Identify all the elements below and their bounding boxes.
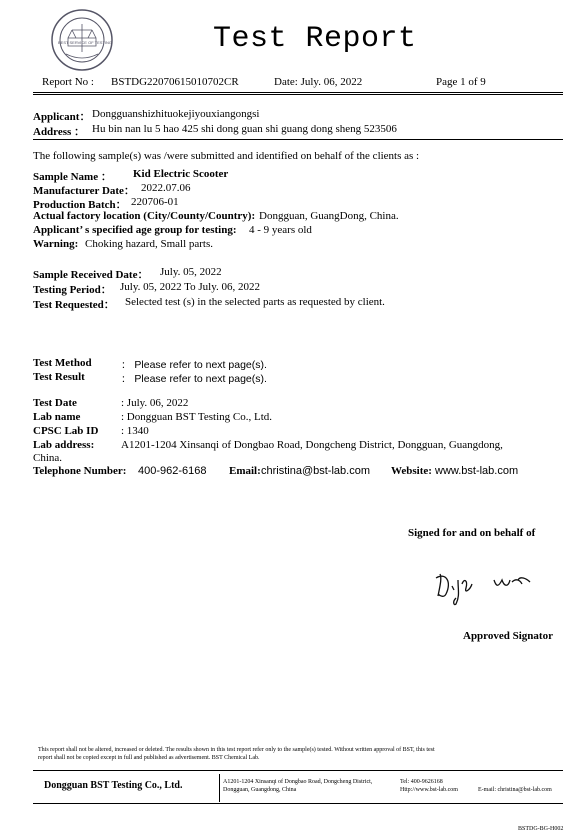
testing-period-value: July. 05, 2022 To July. 06, 2022 [120, 281, 260, 293]
website-value: www.bst-lab.com [435, 465, 519, 477]
footer-divider [219, 774, 220, 802]
test-result-label: Test Result [33, 371, 85, 383]
telephone-label: Telephone Number: [33, 465, 127, 477]
test-date-label: Test Date [33, 397, 77, 409]
address-value: Hu bin nan lu 5 hao 425 shi dong guan shi guang dong sheng 523506 [92, 123, 397, 135]
cpsc-id-label: CPSC Lab ID [33, 425, 99, 437]
applicant-label: Applicant： [33, 111, 91, 123]
signed-for-text: Signed for and on behalf of [408, 527, 536, 539]
age-group-value: 4 - 9 years old [249, 224, 312, 236]
factory-location-label: Actual factory location (City/County/Country): [33, 210, 256, 222]
warning-value: Choking hazard, Small parts. [85, 238, 214, 250]
footer-tel: Tel: 400-9626168 [400, 779, 443, 785]
age-group-label: Applicant’ s specified age group for testing: [33, 224, 237, 236]
form-code: BSTDG-BG-H002 [518, 826, 564, 832]
warning-label: Warning: [33, 238, 79, 250]
received-date-value: July. 05, 2022 [160, 266, 222, 278]
footer-address-2: Dongguan, Guangdong, China [223, 787, 297, 793]
handwritten-signature [434, 566, 534, 606]
lab-name-label: Lab name [33, 411, 81, 423]
report-no: BSTDG22070615010702CR [111, 76, 239, 88]
lab-address-value-2: China. [33, 452, 63, 464]
test-method-label: Test Method [33, 357, 92, 369]
logo-text: BEST SERVICE OF TESTING [58, 40, 113, 45]
report-date: Date: July. 06, 2022 [274, 76, 363, 88]
sample-name-value: Kid Electric Scooter [133, 168, 229, 180]
applicant-value: Dongguanshizhituokejiyouxiangongsi [92, 108, 260, 120]
page-number: Page 1 of 9 [436, 76, 486, 88]
lab-address-label: Lab address: [33, 439, 95, 451]
header-rule-2 [33, 94, 563, 95]
batch-label: Production Batch： [33, 199, 127, 211]
test-result-value: ： Please refer to next page(s). [121, 373, 267, 385]
mfg-date-value: 2022.07.06 [141, 182, 191, 194]
header-rule [33, 92, 563, 93]
telephone-value: 400-962-6168 [138, 465, 207, 477]
applicant-rule [33, 139, 563, 140]
mfg-date-label: Manufacturer Date： [33, 185, 135, 197]
footer-bottom-rule [33, 803, 563, 804]
test-requested-label: Test Requested： [33, 299, 115, 311]
footer-company: Dongguan BST Testing Co., Ltd. [44, 780, 183, 791]
email-label: Email: [229, 465, 261, 477]
sample-name-label: Sample Name ： [33, 171, 112, 183]
website-label: Website: [391, 465, 432, 477]
cpsc-id-value: : 1340 [121, 425, 149, 437]
test-method-value: ： Please refer to next page(s). [121, 359, 267, 371]
page-title: Test Report [213, 22, 417, 56]
address-label: Address ： [33, 126, 86, 138]
footer-web: Http://www.bst-lab.com [400, 787, 458, 793]
footer-address-1: A1201-1204 Xinsanqi of Dongbao Road, Dongcheng District, [223, 779, 373, 785]
report-no-label: Report No : [42, 76, 94, 88]
intro-text: The following sample(s) was /were submitted and identified on behalf of the clients as : [33, 150, 420, 162]
received-date-label: Sample Received Date： [33, 269, 149, 281]
lab-address-value: A1201-1204 Xinsanqi of Dongbao Road, Dongcheng District, Dongguan, Guangdong, [121, 439, 503, 451]
disclaimer-line-2: report shall not be copied except in full and published as advertisement. BST Chemical Lab. [38, 755, 260, 761]
test-requested-value: Selected test (s) in the selected parts as requested by client. [125, 296, 385, 308]
disclaimer-line-1: This report shall not be altered, increased or deleted. The results shown in this test report refer only to the sample(s) tested. Without written approval of BST, this test [38, 747, 435, 753]
test-date-value: : July. 06, 2022 [121, 397, 189, 409]
footer-rule [33, 770, 563, 771]
batch-value: 220706-01 [131, 196, 179, 208]
email-value: christina@bst-lab.com [261, 465, 370, 477]
testing-period-label: Testing Period： [33, 284, 112, 296]
footer-email: E-mail: christina@bst-lab.com [478, 787, 552, 793]
factory-location-value: Dongguan, GuangDong, China. [259, 210, 399, 222]
approved-signator: Approved Signator [463, 630, 553, 642]
lab-name-value: : Dongguan BST Testing Co., Ltd. [121, 411, 272, 423]
